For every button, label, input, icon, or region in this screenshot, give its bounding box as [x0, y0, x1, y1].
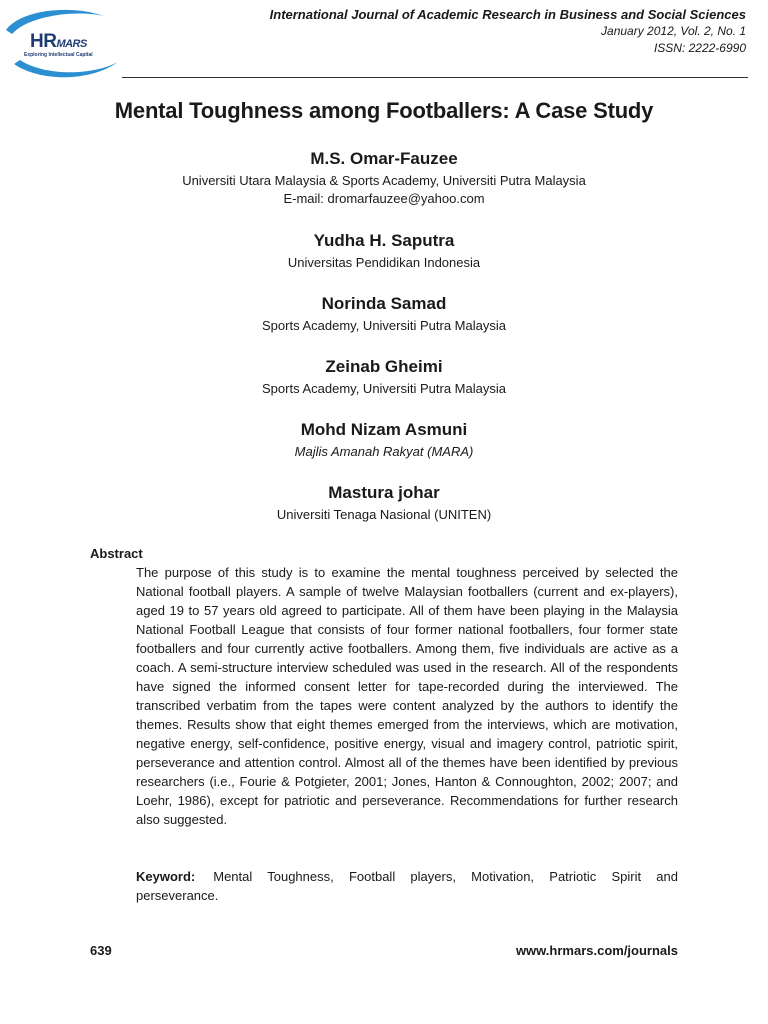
journal-name: International Journal of Academic Research in Business and Social Sciences — [269, 7, 746, 22]
paper-title: Mental Toughness among Footballers: A Case Study — [114, 98, 654, 123]
author-block — [0, 293, 768, 335]
logo-tagline: Exploring Intellectual Capital — [24, 52, 93, 58]
logo-wordmark — [30, 31, 87, 53]
author-email: E-mail: dromarfauzee@yahoo.com — [283, 191, 485, 206]
hrmars-logo — [0, 0, 130, 90]
logo-brand-main: HR — [30, 31, 57, 52]
abstract-heading: Abstract — [90, 546, 143, 561]
author-block — [0, 230, 768, 272]
header-divider — [122, 77, 748, 78]
journal-issue: January 2012, Vol. 2, No. 1 — [601, 24, 746, 38]
author-name: Norinda Samad — [321, 294, 447, 313]
author-affiliation: Universiti Utara Malaysia & Sports Academy, Universiti Putra Malaysia — [182, 173, 586, 188]
footer-url: www.hrmars.com/journals — [515, 943, 678, 958]
author-affiliation: Universiti Tenaga Nasional (UNITEN) — [276, 507, 492, 522]
keyword-text: Mental Toughness, Football players, Motivation, Patriotic Spirit and perseverance. — [136, 869, 678, 903]
keywords — [136, 867, 678, 905]
author-affiliation: Majlis Amanah Rakyat (MARA) — [294, 444, 474, 459]
journal-issn: ISSN: 2222-6990 — [653, 41, 746, 55]
author-block — [0, 482, 768, 524]
author-affiliation: Sports Academy, Universiti Putra Malaysia — [262, 381, 506, 396]
author-affiliation: Universitas Pendidikan Indonesia — [287, 255, 481, 270]
author-name: M.S. Omar-Fauzee — [310, 149, 458, 168]
author-name: Mastura johar — [328, 483, 440, 502]
abstract-text: The purpose of this study is to examine the mental toughness perceived by selected the National football players. A sample of twelve Malaysian footballers (current and ex-players), aged 19 to 57 years old agreed to participate. All of them have been playing in the Malaysia National Football League that consists of four former national footballers, four former state footballers and four currently active footballers. Among them, five individuals are active as a coach. A semi-structure interview scheduled was used in the research. All of the respondents have signed the informed consent letter for tape-recorded during the interviewed. The transcribed verbatim from the tapes were content analyzed by the authors to identify the themes. Results show that eight themes emerged from the interviews, which are motivation, negative energy, self-confidence, positive energy, visual and imagery control, patriotic spirit, perseverance and attention control. Almost all of the themes have been identified by previous researchers (i.e., Fourie & Potgieter, 2001; Jones, Hanton & Connoughton, 2002; 2007; and Loehr, 1986), except for patriotic and perseverance. Recommendations for further research also suggested. — [136, 565, 678, 827]
keyword-label: Keyword: — [136, 869, 196, 884]
logo-brand-small: MARS — [56, 38, 87, 50]
author-block — [0, 356, 768, 398]
author-name: Zeinab Gheimi — [325, 357, 443, 376]
author-name: Yudha H. Saputra — [313, 231, 455, 250]
author-affiliation: Sports Academy, Universiti Putra Malaysia — [262, 318, 506, 333]
page-number: 639 — [90, 943, 112, 958]
journal-header — [270, 6, 746, 57]
author-block — [0, 148, 768, 208]
author-name: Mohd Nizam Asmuni — [300, 420, 468, 439]
author-block — [0, 419, 768, 461]
